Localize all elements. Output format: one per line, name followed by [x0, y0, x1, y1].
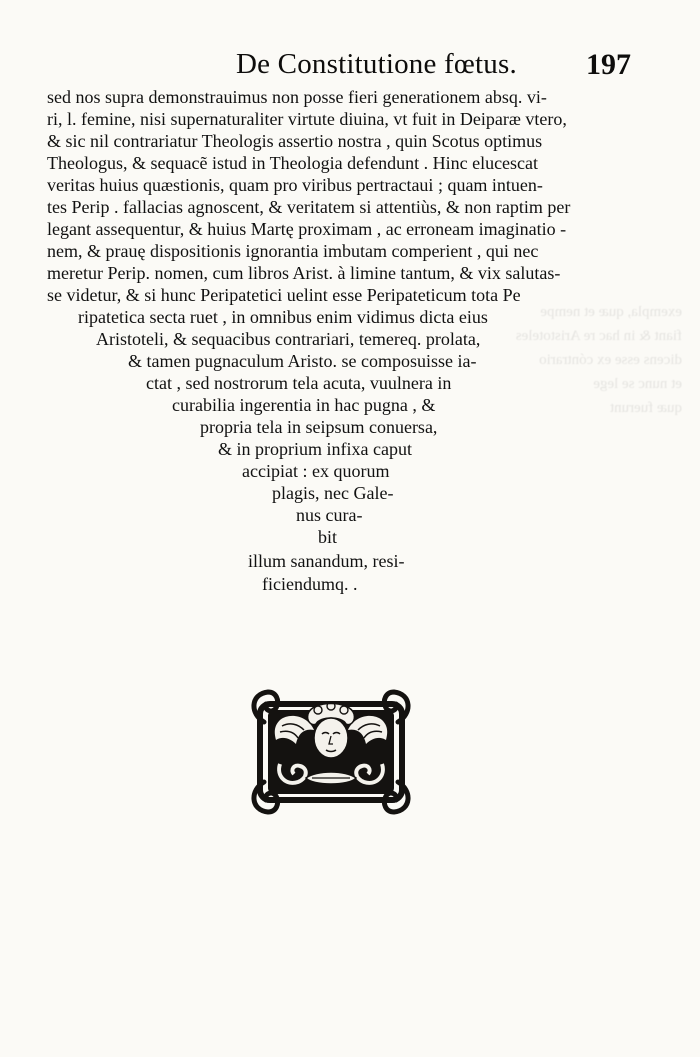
text-line: legant assequentur, & huius Martę proximam , ac erroneam imaginatio -	[47, 219, 567, 239]
text-line: & tamen pugnaculum Aristo. se composuisse ia-	[128, 351, 477, 371]
text-line: & in proprium infixa caput	[218, 439, 412, 459]
cherub-head-icon	[246, 686, 416, 818]
show-through-text: exempla, quæ et nempe fiant & in hac re Aristoteles dicens esse ex cóntrario et nunc se lege quæ fuerunt	[515, 304, 682, 416]
text-line: illum sanandum, resi-	[248, 551, 405, 571]
text-line: propria tela in seipsum conuersa,	[200, 417, 438, 437]
page-number: 197	[586, 48, 631, 81]
text-line: nem, & prauę dispositionis ignorantia imbutam comperient , qui nec	[47, 241, 539, 261]
text-line: meretur Perip. nomen, cum libros Arist. à limine tantum, & vix salutas-	[47, 263, 561, 283]
text-line: tes Perip . fallacias agnoscent, & veritatem si attentiùs, & non raptim per	[47, 197, 571, 217]
text-line: curabilia ingerentia in hac pugna , &	[172, 395, 436, 415]
text-line: & sic nil contrariatur Theologis assertio nostra , quin Scotus optimus	[47, 131, 543, 151]
text-line: sed nos supra demonstrauimus non posse fieri generationem absq. vi-	[47, 87, 547, 107]
text-line: accipiat : ex quorum	[242, 461, 390, 481]
running-title: De Constitutione fœtus.	[236, 48, 517, 80]
text-line: ctat , sed nostrorum tela acuta, vuulnera in	[146, 373, 452, 393]
cherub-tailpiece-ornament	[246, 686, 416, 818]
text-line: nus cura-	[296, 505, 363, 525]
text-line: veritas huius quæstionis, quam pro viribus pertractaui ; quam intuen-	[47, 175, 543, 195]
text-line: bit	[318, 527, 338, 547]
text-line: ficiendumq. .	[262, 574, 358, 594]
text-line: ripatetica secta ruet , in omnibus enim vidimus dicta eius	[78, 307, 488, 327]
text-line: ri, l. femine, nisi supernaturaliter virtute diuina, vt fuit in Deiparæ vtero,	[47, 109, 567, 129]
text-line: plagis, nec Gale-	[272, 483, 394, 503]
text-line: se videtur, & si hunc Peripatetici uelint esse Peripateticum tota Pe	[47, 285, 521, 305]
text-line: Aristoteli, & sequacibus contrariari, temereq. prolata,	[96, 329, 481, 349]
text-line: Theologus, & sequacẽ istud in Theologia defendunt . Hinc elucescat	[47, 153, 539, 173]
